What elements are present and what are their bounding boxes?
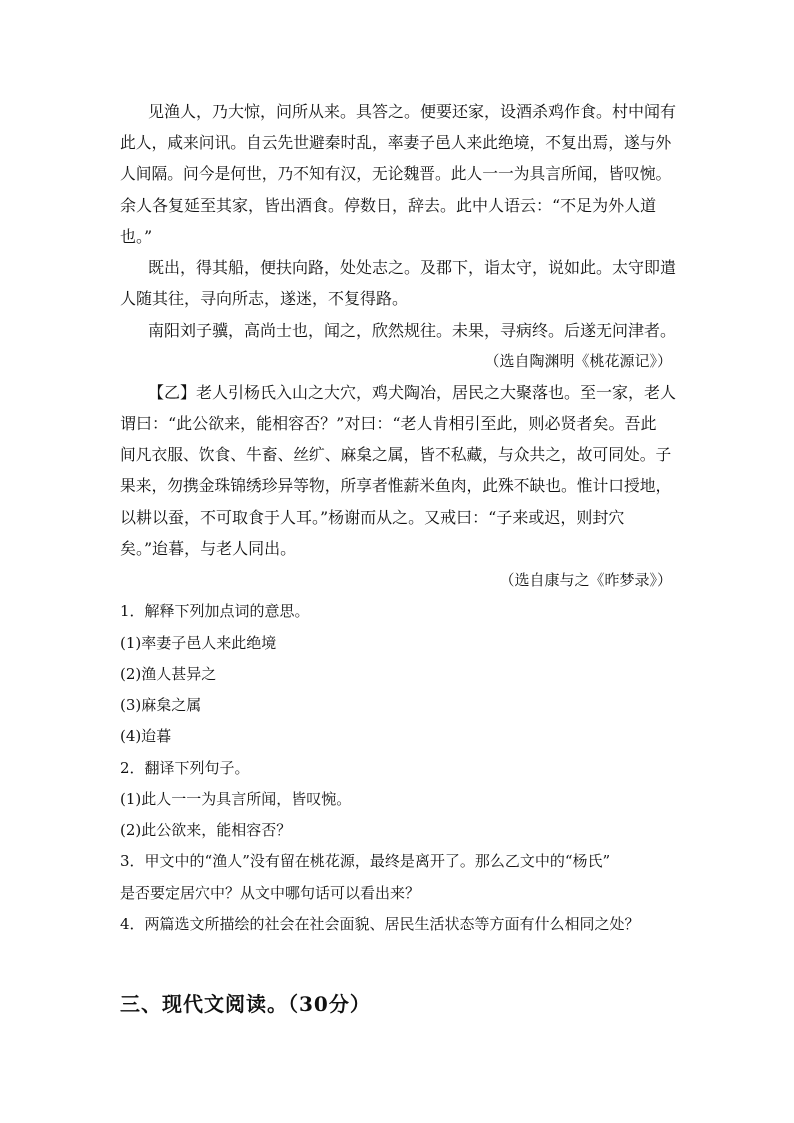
question-1-item-4: (4)迨暮 [120,727,172,745]
question-1-item-3: (3)麻枲之属 [120,696,202,714]
jia-p1-line-4: 余人各复延至其家，皆出酒食。停数日，辞去。此中人语云：“不足为外人道 [120,196,657,215]
jia-source: （选自陶渊明《桃花源记》） [484,352,672,370]
question-1-item-1: (1)率妻子邑人来此绝境 [120,634,277,652]
question-1-item-2: (2)渔人甚异之 [120,665,217,683]
question-2-item-2: (2)此公欲来，能相容否？ [120,821,292,839]
jia-p1-line-1: 见渔人，乃大惊，问所从来。具答之。便要还家，设酒杀鸡作食。村中闻有 [148,102,677,121]
question-1: 1．解释下列加点词的意思。 [120,602,310,620]
yi-line-3: 间凡衣服、饮食、牛畜、丝纩、麻枲之属，皆不私藏，与众共之，故可同处。子 [120,445,672,464]
yi-line-1: 【乙】老人引杨氏入山之大穴，鸡犬陶冶，居民之大聚落也。至一家，老人 [148,383,677,402]
yi-source: （选自康与之《昨梦录》） [499,571,672,589]
section-heading: 三、现代文阅读。（30分） [120,992,371,1016]
jia-p1-line-5: 也。” [120,227,153,246]
yi-line-5: 以耕以蚕，不可取食于人耳。”杨谢而从之。又戒曰：“子来或迟，则封穴 [120,508,625,527]
yi-line-6: 矣。”迨暮，与老人同出。 [120,539,297,558]
question-3-line-2: 是否要定居穴中？从文中哪句话可以看出来？ [120,884,421,902]
yi-line-2: 谓曰：“此公欲来，能相容否？”对曰：“老人肯相引至此，则必贤者矣。吾此 [120,414,657,433]
question-2: 2．翻译下列句子。 [120,759,250,777]
jia-p1-line-2: 此人，咸来问讯。自云先世避秦时乱，率妻子邑人来此绝境，不复出焉，遂与外 [120,133,672,152]
jia-p2-line-1: 既出，得其船，便扶向路，处处志之。及郡下，诣太守，说如此。太守即遣 [148,258,677,277]
jia-p3-line-1: 南阳刘子骥，高尚士也，闻之，欣然规往。未果，寻病终。后遂无问津者。 [148,321,677,340]
question-4: 4．两篇选文所描绘的社会在社会面貌、居民生活状态等方面有什么相同之处？ [120,915,640,933]
jia-p2-line-2: 人随其往，寻向所志，遂迷，不复得路。 [120,289,409,308]
yi-line-4: 果来，勿携金珠锦绣珍异等物，所享者惟薪米鱼肉，此殊不缺也。惟计口授地， [120,476,672,495]
question-3-line-1: 3．甲文中的“渔人”没有留在桃花源，最终是离开了。那么乙文中的“杨氏” [120,852,611,870]
question-2-item-1: (1)此人一一为具言所闻，皆叹惋。 [120,790,352,808]
jia-p1-line-3: 人间隔。问今是何世，乃不知有汉，无论魏晋。此人一一为具言所闻，皆叹惋。 [120,164,672,183]
